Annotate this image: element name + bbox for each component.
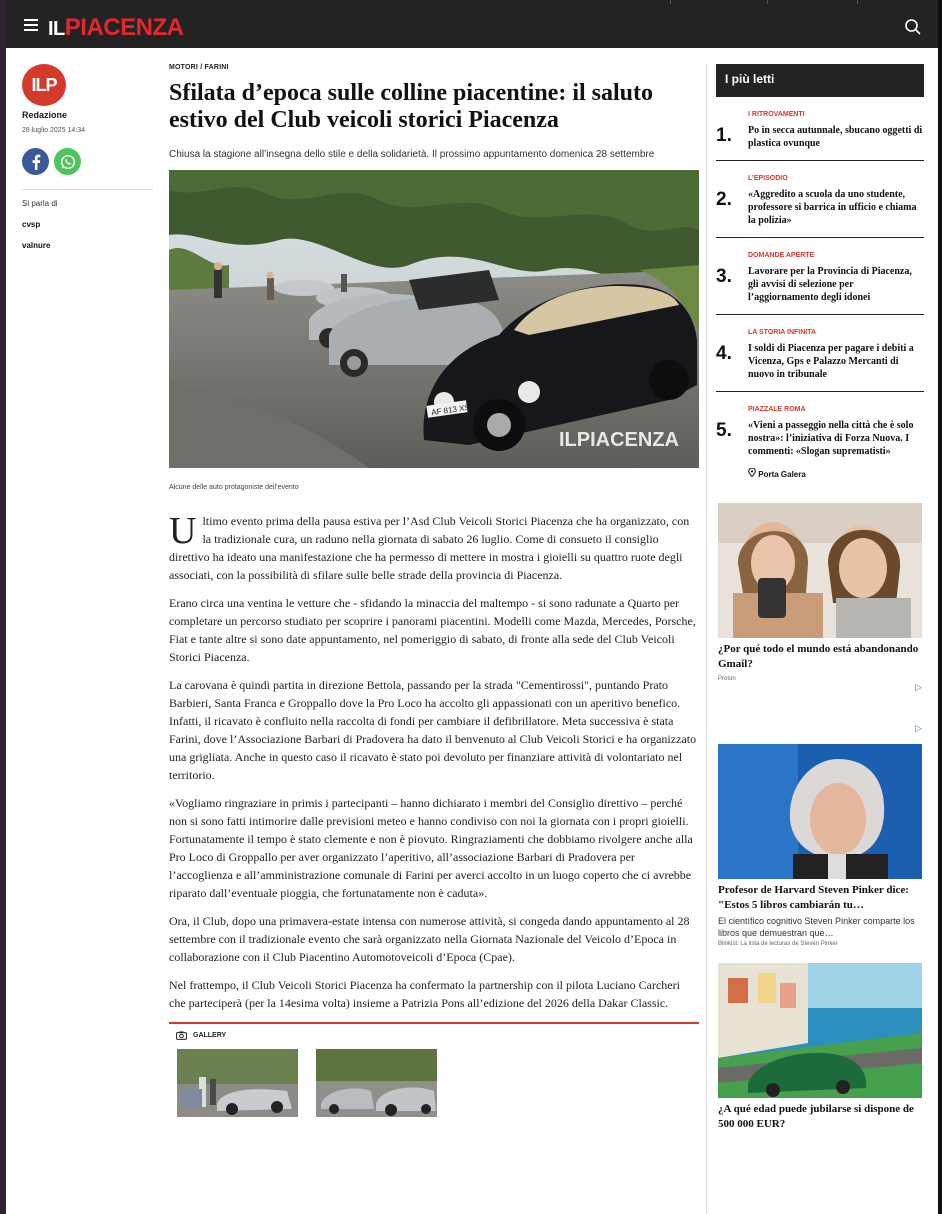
ad-title[interactable]: ¿A qué edad puede jubilarse si dispone de 500 000 EUR?: [718, 1103, 914, 1130]
ad-image[interactable]: [718, 503, 922, 638]
publish-date: 28 luglio 2025 14:34: [22, 127, 86, 134]
tag-valnure[interactable]: valnure: [22, 241, 51, 250]
location-label: Porta Galera: [758, 470, 806, 479]
most-read-item[interactable]: [716, 238, 924, 315]
item-category: L’EPISODIO: [748, 175, 788, 182]
site-header: [6, 5, 938, 48]
logo-il: IL: [48, 18, 65, 40]
author-name[interactable]: Redazione: [22, 110, 68, 120]
sponsored-ad-1[interactable]: [718, 503, 924, 734]
cars-photo-illustration: [169, 170, 699, 468]
ad-source: Blinkist: La lista de lecturas de Steven Pinker: [718, 941, 838, 947]
column-divider: [706, 64, 707, 1214]
location-pin-icon: [748, 468, 756, 477]
avatar[interactable]: ILP: [22, 64, 66, 106]
divider: [22, 189, 153, 190]
article-title: Sfilata d’epoca sulle colline piacentine: il saluto estivo del Club veicoli storici Piacenza: [169, 80, 653, 133]
item-category: DOMANDE APERTE: [748, 252, 815, 259]
whatsapp-share-button[interactable]: [54, 148, 81, 175]
ad-description: El científico cognitivo Steven Pinker comparte los libros que demuestran que…: [718, 916, 915, 938]
whatsapp-icon: [60, 154, 76, 170]
paragraph-5: Ora, il Club, dopo una primavera-estate intensa con numerose attività, si congeda dando appuntamento al 28 settembre con il tradizionale evento che sarà organizzato nella Giornata Nazionale del Veicolo d’Epoca in collaborazione con il Club Piacentino Automotoveicoli d’Epoca (Cpae).: [169, 914, 690, 964]
logo-piacenza: PIACENZA: [64, 14, 184, 41]
site-logo[interactable]: [48, 14, 183, 42]
paragraph-1: [169, 512, 699, 584]
sidebar: [716, 64, 924, 1132]
item-category: LA STORIA INFINITA: [748, 329, 817, 336]
article-kicker[interactable]: MOTORI / FARINI: [169, 64, 229, 71]
item-headline[interactable]: Lavorare per la Provincia di Piacenza, gli avvisi di selezione per l’aggiornamento degli idonei: [748, 266, 912, 303]
gallery: [169, 1022, 699, 1117]
adchoices-icon[interactable]: ▷: [915, 723, 922, 733]
gallery-header[interactable]: [176, 1031, 699, 1040]
most-read-title: I più letti: [716, 64, 924, 97]
camera-icon: [176, 1031, 187, 1040]
paragraph-3: La carovana è quindi partita in direzione Bettola, passando per la strada "Cementirossi", puntando Prato Barbieri, Santa Franca e Groppallo dove la Pro Loco ha accolto gli appassionati con un aperitivo benefico. Infatti, il ricavato è confluito nella raccolta di fondi per cambiare il defibrillatore. Meta successiva è stata Farini, dove l’Associazione Barbari di Pradovera ha dato il benvenuto al Club Veicoli Storici e ha organizzato una grigliata. Anche in questo caso il ricavato è stato poi devoluto per finanziare attività di volontariato nel territorio.: [169, 678, 697, 782]
page: [6, 0, 938, 1214]
dropcap: U: [169, 510, 197, 552]
rank-number: 3.: [716, 266, 732, 287]
ad-image[interactable]: [718, 963, 922, 1098]
ad-title[interactable]: ¿Por qué todo el mundo está abandonando Gmail?: [718, 643, 919, 670]
item-category: I RITROVAMENTI: [748, 111, 805, 118]
gallery-thumbs: [177, 1049, 699, 1117]
ad-source: Proton: [718, 676, 736, 682]
rank-number: 2.: [716, 189, 732, 210]
paragraph-1-text: ltimo evento prima della pausa estiva per l’Asd Club Veicoli Storici Piacenza che ha organizzato, con la tradizionale cura, un raduno nella giornata di sabato 26 luglio. Come di consueto il consiglio direttivo ha ideato una manifestazione che ha permesso di mettere in mostra i gioielli su quattro ruote degli associati, con la possibilità di sfilare sulle belle strade della provincia di Piacenza.: [169, 514, 690, 582]
rank-number: 1.: [716, 125, 732, 146]
item-category: PIAZZALE ROMA: [748, 406, 806, 413]
paragraph-6: Nel frattempo, il Club Veicoli Storici Piacenza ha confermato la partnership con il pilota Luciano Carcheri che parteciperà (per la 14esima volta) insieme a Patrizia Pons all’edizione del 2026 della Dakar Classic.: [169, 978, 680, 1010]
item-headline[interactable]: «Aggredito a scuola da uno studente, professore si barrica in ufficio e chiama la polizia»: [748, 189, 917, 226]
article-body: [169, 512, 699, 1012]
sponsored-ad-3[interactable]: [718, 963, 924, 1132]
photo-watermark: ILPIACENZA: [559, 429, 679, 451]
gallery-thumb[interactable]: [177, 1049, 298, 1117]
article-subtitle: Chiusa la stagione all’insegna dello stile e della solidarietà. Il prossimo appuntamento domenica 28 settembre: [169, 149, 655, 160]
item-location[interactable]: [748, 468, 924, 479]
scrollbar[interactable]: [938, 0, 942, 1214]
most-read-item[interactable]: [716, 315, 924, 392]
facebook-icon: [31, 154, 41, 170]
paragraph-4: «Vogliamo ringraziare in primis i partecipanti – hanno dichiarato i membri del Consiglio direttivo – perché non si sono fatti intimorire dalle previsioni meteo e hanno condiviso con noi la giornata con i propri gioielli. Fortunatamente il tempo è stato clemente e non è piovuto. Ringraziamenti che dobbiamo rivolgere anche alla Pro Loco di Groppallo per aver organizzato l’aperitivo, all’associazione Barbari di Pradovera per l’accoglienza e all’amministrazione comunale di Farini per averci accolto in un luogo coperto che ci avrebbe riparato dall’eventuale pioggia, che fortunatamente non è caduta».: [169, 796, 693, 900]
rank-number: 5.: [716, 420, 732, 441]
gallery-thumb[interactable]: [316, 1049, 437, 1117]
paragraph-2: Erano circa una ventina le vetture che - sfidando la minaccia del maltempo - si sono radunate a Quarto per completare un percorso studiato per scoprire i panorami piacentini. Modelli come Mazda, Mercedes, Porsche, Fiat e tante altre si sono date appuntamento, nel pomeriggio di sabato, di fronte alla sede del Club Veicoli Storici Piacenza.: [169, 596, 696, 664]
rank-number: 4.: [716, 343, 732, 364]
ad-image[interactable]: [718, 744, 922, 879]
item-headline[interactable]: Po in secca autunnale, sbucano oggetti di plastica ovunque: [748, 125, 923, 149]
most-read-item[interactable]: [716, 392, 924, 489]
hamburger-icon[interactable]: [24, 19, 38, 33]
ad-title[interactable]: Profesor de Harvard Steven Pinker dice: "Estos 5 libros cambiarán tu…: [718, 884, 909, 911]
author-column: [22, 64, 153, 250]
tag-cvsp[interactable]: cvsp: [22, 220, 41, 229]
share-buttons: [22, 148, 153, 175]
tags-title: Si parla di: [22, 199, 58, 208]
facebook-share-button[interactable]: [22, 148, 49, 175]
photo-plate: AF 813 XS: [430, 402, 471, 418]
item-headline[interactable]: «Vieni a passeggio nella città che è solo nostra»: l’iniziativa di Forza Nuova. I commenti: «Slogan suprematisti»: [748, 420, 914, 457]
article: [169, 64, 699, 1117]
most-read-item[interactable]: [716, 161, 924, 238]
item-headline[interactable]: I soldi di Piacenza per pagare i debiti a Vicenza, Gps e Palazzo Mercanti di nuovo in tribunale: [748, 343, 914, 380]
adchoices-icon[interactable]: ▷: [915, 682, 922, 692]
photo-caption: Alcune delle auto protagoniste dell’evento: [169, 484, 299, 491]
article-photo[interactable]: [169, 170, 699, 468]
most-read-item[interactable]: [716, 97, 924, 161]
gallery-label: GALLERY: [193, 1032, 227, 1039]
sponsored-ad-2[interactable]: [718, 744, 924, 947]
search-icon[interactable]: [904, 18, 922, 36]
